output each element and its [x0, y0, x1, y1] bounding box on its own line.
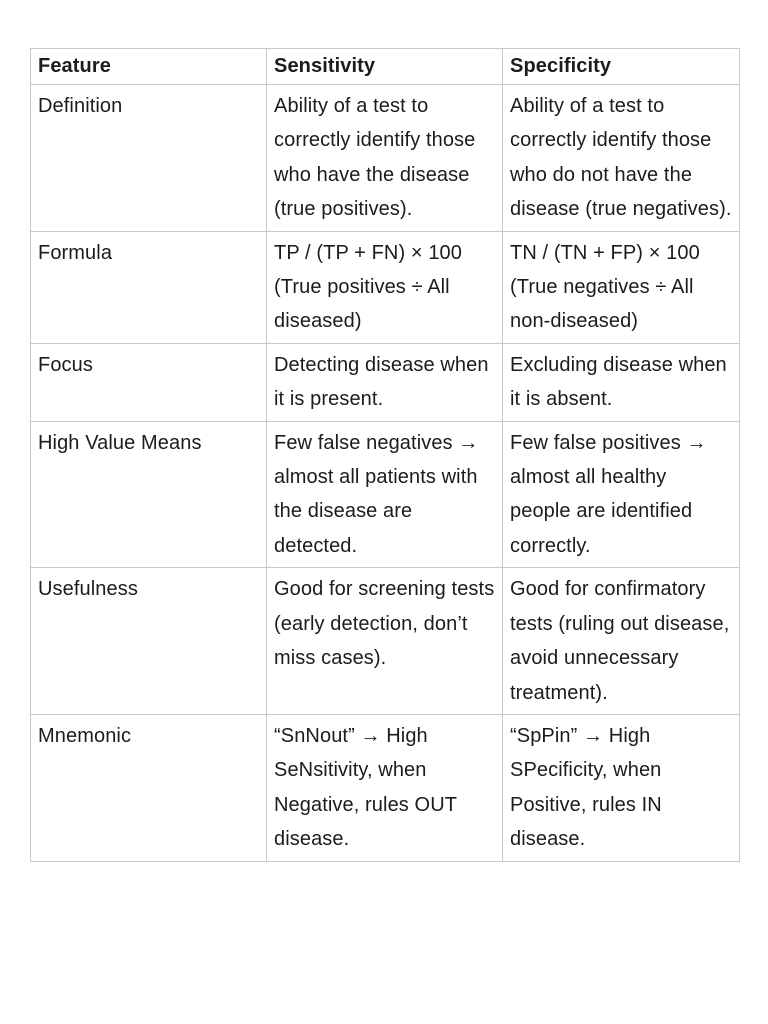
table-row — [31, 231, 740, 343]
cell-feature: Mnemonic — [31, 714, 267, 861]
cell-sensitivity: Good for screening tests (early detection, don’t miss cases). — [267, 568, 503, 715]
cell-sensitivity: Detecting disease when it is present. — [267, 343, 503, 421]
header-feature: Feature — [31, 49, 267, 85]
cell-feature: Focus — [31, 343, 267, 421]
comparison-table — [30, 48, 740, 862]
table-body — [31, 85, 740, 862]
cell-feature: Formula — [31, 231, 267, 343]
header-row — [31, 49, 740, 85]
cell-specificity: Few false positives → almost all healthy people are identified correctly. — [503, 421, 740, 568]
header-sensitivity: Sensitivity — [267, 49, 503, 85]
table-row — [31, 421, 740, 568]
cell-feature: High Value Means — [31, 421, 267, 568]
cell-feature: Definition — [31, 85, 267, 232]
table-row — [31, 568, 740, 715]
cell-specificity: “SpPin” → High SPecificity, when Positive, rules IN disease. — [503, 714, 740, 861]
table-row — [31, 343, 740, 421]
table-header — [31, 49, 740, 85]
cell-sensitivity: TP / (TP + FN) × 100 (True positives ÷ All diseased) — [267, 231, 503, 343]
cell-feature: Usefulness — [31, 568, 267, 715]
cell-specificity: Excluding disease when it is absent. — [503, 343, 740, 421]
cell-specificity: Ability of a test to correctly identify those who do not have the disease (true negatives). — [503, 85, 740, 232]
cell-sensitivity: “SnNout” → High SeNsitivity, when Negative, rules OUT disease. — [267, 714, 503, 861]
cell-sensitivity: Few false negatives → almost all patients with the disease are detected. — [267, 421, 503, 568]
table-row — [31, 714, 740, 861]
cell-sensitivity: Ability of a test to correctly identify those who have the disease (true positives). — [267, 85, 503, 232]
cell-specificity: Good for confirmatory tests (ruling out disease, avoid unnecessary treatment). — [503, 568, 740, 715]
header-specificity: Specificity — [503, 49, 740, 85]
cell-specificity: TN / (TN + FP) × 100 (True negatives ÷ All non-diseased) — [503, 231, 740, 343]
table-row — [31, 85, 740, 232]
